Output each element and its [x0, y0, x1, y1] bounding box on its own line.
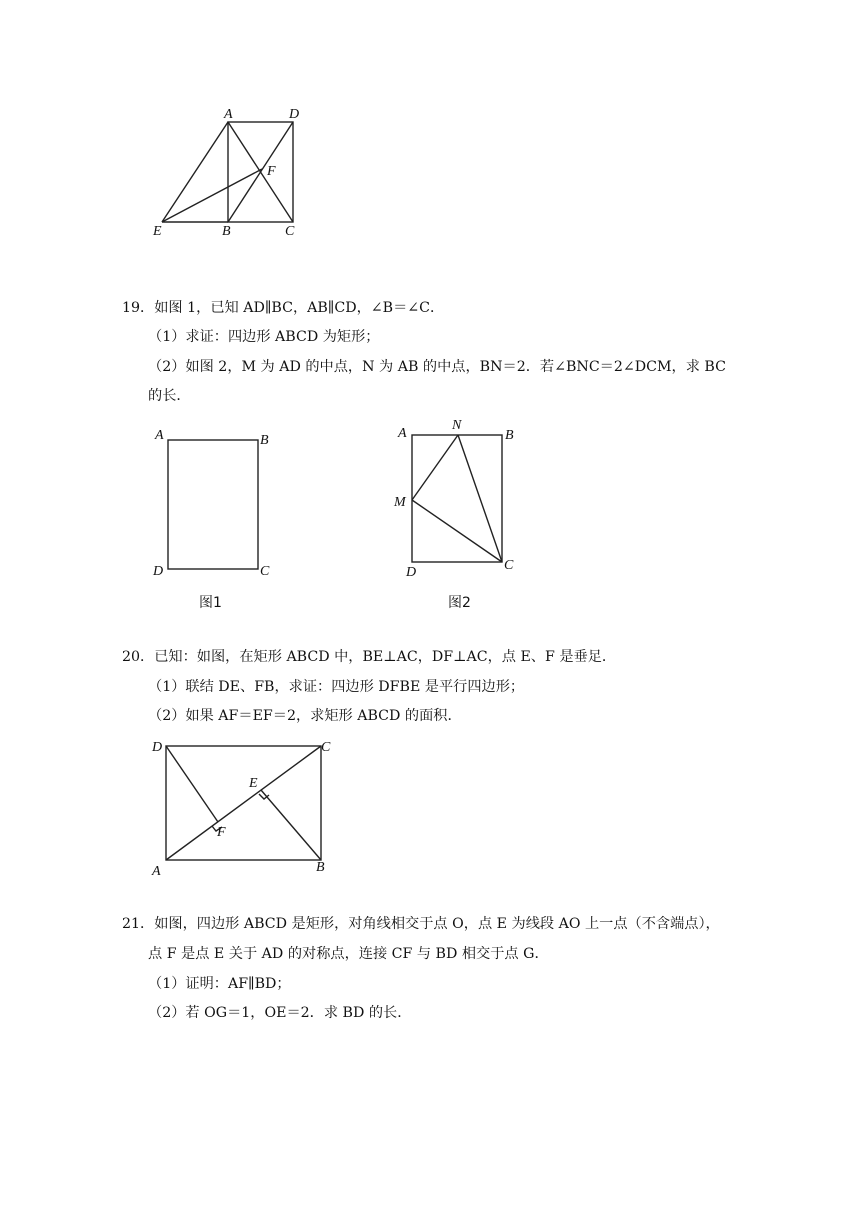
- q20-label-d: D: [152, 740, 163, 755]
- fig2-label-n: N: [452, 418, 462, 433]
- label-d: D: [289, 107, 300, 122]
- fig1-label-a: A: [155, 428, 164, 443]
- q20-label-f: F: [217, 825, 226, 840]
- segment-mn: [412, 435, 458, 500]
- rect-abcd-fig2: [412, 435, 502, 562]
- figure-q18-svg: [150, 105, 310, 240]
- q19-figure1-svg: [150, 425, 280, 585]
- fig2-label-m: M: [394, 495, 406, 510]
- q20-label-a: A: [152, 864, 161, 879]
- q19-figure1-caption: 图1: [199, 595, 222, 611]
- rect-abcd-fig1: [168, 440, 258, 569]
- fig1-label-b: B: [260, 433, 269, 448]
- q19-figure2-svg: [390, 415, 530, 585]
- q19-part2-line1: （2）如图 2，M 为 AD 的中点，N 为 AB 的中点，BN＝2．若∠BNC＝2∠DCM，求 BC: [148, 359, 726, 375]
- q20-label-b: B: [316, 860, 325, 875]
- segment-mc: [412, 500, 502, 562]
- q20-stem: 20．已知：如图，在矩形 ABCD 中，BE⊥AC，DF⊥AC，点 E、F 是垂足．: [122, 649, 617, 665]
- q19-figure2-caption: 图2: [448, 595, 471, 611]
- q19-stem: 19．如图 1，已知 AD∥BC，AB∥CD，∠B＝∠C．: [122, 300, 445, 316]
- segment-nc: [458, 435, 502, 562]
- q19-part1: （1）求证：四边形 ABCD 为矩形；: [148, 329, 380, 345]
- q21-part2: （2）若 OG＝1，OE＝2．求 BD 的长．: [148, 1005, 412, 1021]
- segment-be: [261, 790, 321, 860]
- fig2-label-b: B: [505, 428, 514, 443]
- figure-q18: [150, 105, 310, 240]
- label-b: B: [222, 224, 231, 239]
- diagonal-ac: [166, 746, 321, 860]
- label-c: C: [285, 224, 295, 239]
- q20-part1: （1）联结 DE、FB，求证：四边形 DFBE 是平行四边形；: [148, 679, 525, 695]
- q20-label-e: E: [249, 776, 258, 791]
- q19-part2-line2: 的长．: [148, 388, 191, 404]
- segment-ea: [162, 122, 228, 222]
- segment-df: [166, 746, 218, 822]
- fig2-label-a: A: [398, 426, 407, 441]
- label-f: F: [267, 164, 276, 179]
- segment-ef: [162, 169, 262, 222]
- q21-part1: （1）证明：AF∥BD；: [148, 976, 291, 992]
- q20-figure-svg: [148, 735, 348, 880]
- q20-label-c: C: [321, 740, 331, 755]
- fig2-label-d: D: [406, 565, 417, 580]
- q20-figure: [148, 735, 348, 880]
- fig1-label-d: D: [153, 564, 164, 579]
- q20-part2: （2）如果 AF＝EF＝2，求矩形 ABCD 的面积．: [148, 708, 462, 724]
- q19-figure2: [390, 415, 530, 585]
- q19-figure1: [150, 425, 280, 585]
- label-e: E: [153, 224, 162, 239]
- q21-stem-line1: 21．如图，四边形 ABCD 是矩形，对角线相交于点 O，点 E 为线段 AO 上一点（不含端点），: [122, 916, 720, 932]
- label-a: A: [224, 107, 233, 122]
- fig1-label-c: C: [260, 564, 270, 579]
- fig2-label-c: C: [504, 558, 514, 573]
- q21-stem-line2: 点 F 是点 E 关于 AD 的对称点，连接 CF 与 BD 相交于点 G．: [148, 946, 549, 962]
